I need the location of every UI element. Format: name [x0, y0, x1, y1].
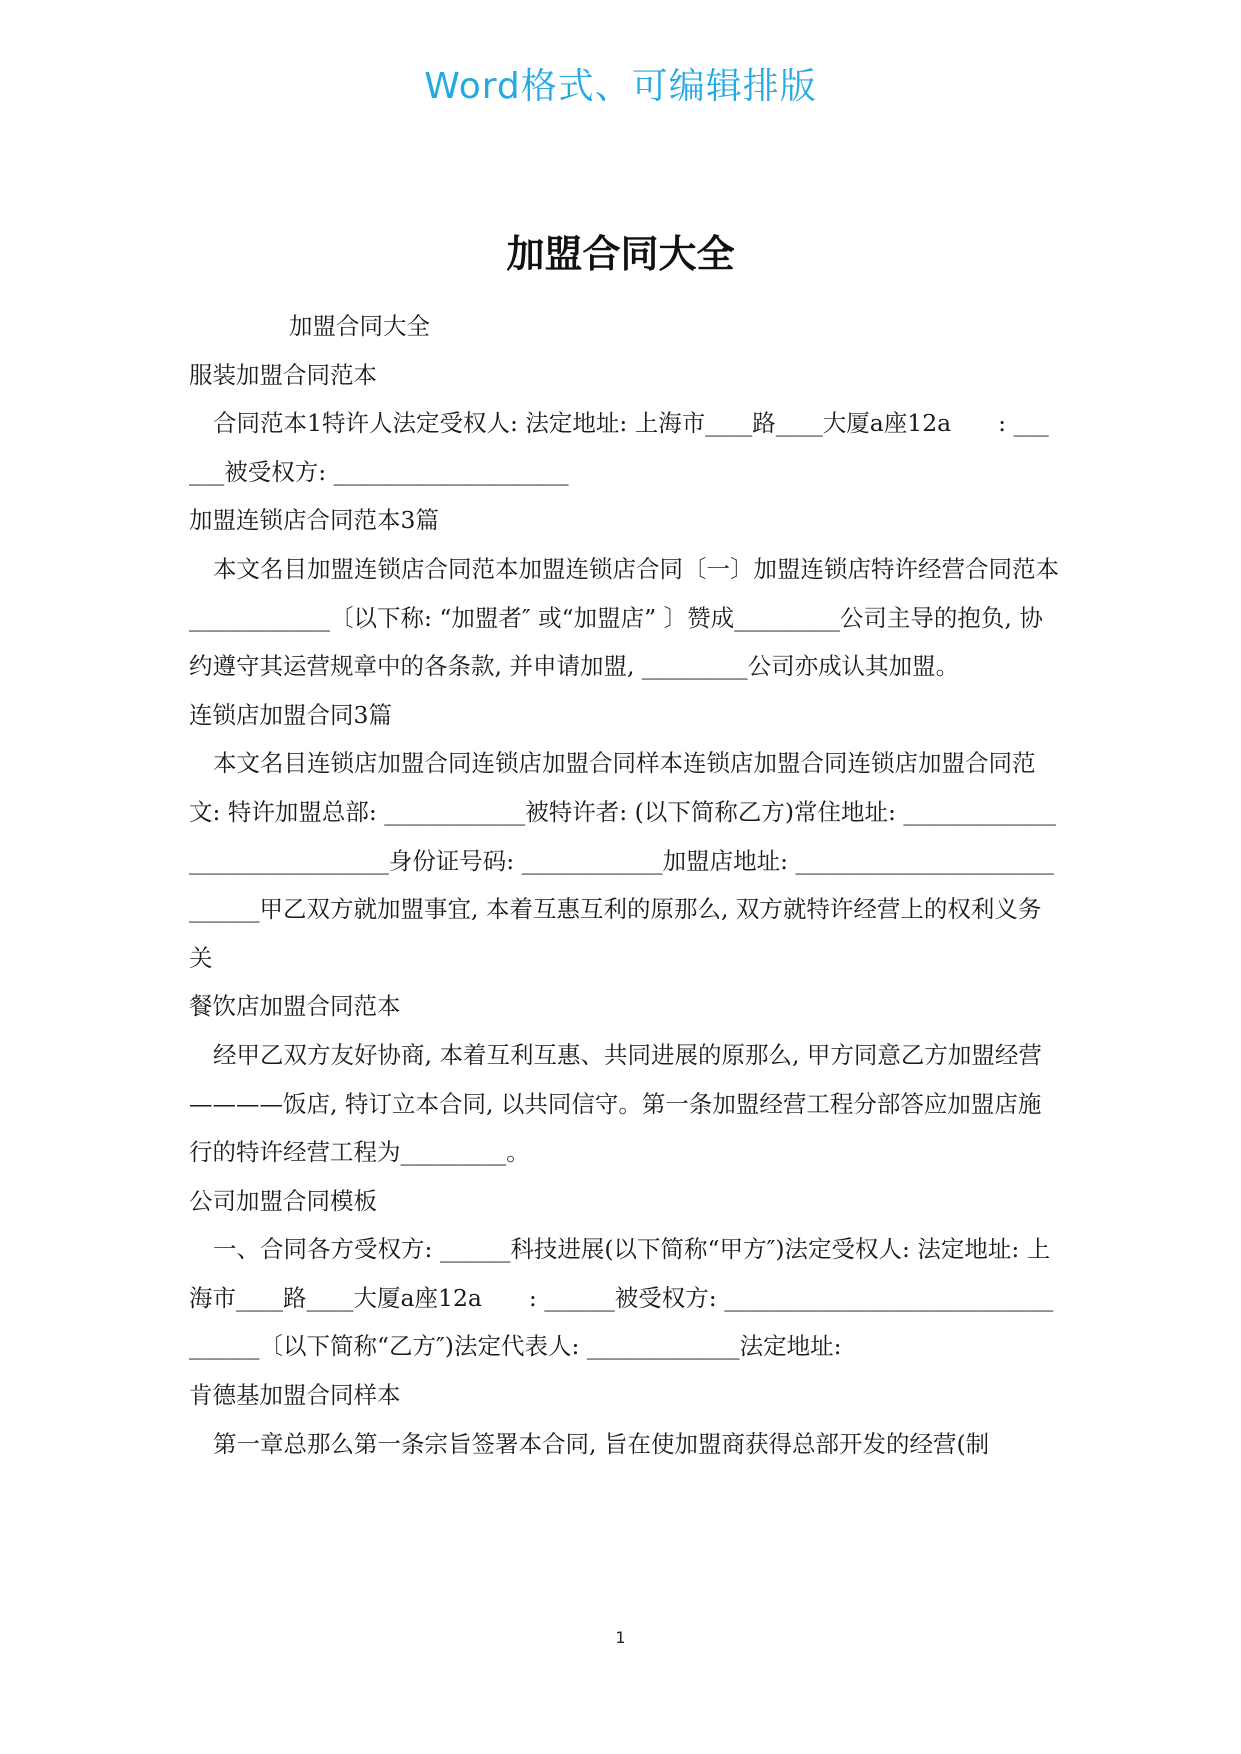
document-subtitle: 加盟合同大全 — [289, 312, 430, 340]
section-paragraph: 合同范本1特许人法定受权人: 法定地址: 上海市____路____大厦a座12a : ______被受权方: ____________________ — [189, 409, 1049, 486]
section-heading: 餐饮店加盟合同范本 — [189, 992, 401, 1021]
section-paragraph: 一、合同各方受权方: ______科技进展(以下简称“甲方″)法定受权人: 法定地址: 上海市____路____大厦a座12a : ______被受权方: __________________________________〔以下简称“乙方″)法定代表人: _____________法定地址: — [189, 1235, 1054, 1361]
section-paragraph: 本文名目连锁店加盟合同连锁店加盟合同样本连锁店加盟合同连锁店加盟合同范文: 特许加盟总部: ____________被特许者: (以下简称乙方)常住地址: ______________________________身份证号码: ____________加盟店地址: ____________________________甲乙双方就加盟事宜, 本着互惠互利的原那么, 双方就特许经营上的权利义务关 — [189, 749, 1057, 972]
header-banner: Word格式、可编辑排版 — [424, 66, 817, 107]
section-paragraph: 经甲乙双方友好协商, 本着互利互惠、共同进展的原那么, 甲方同意乙方加盟经营————饭店, 特订立本合同, 以共同信守。第一条加盟经营工程分部答应加盟店施行的特许经营工程为_________。 — [189, 1040, 1042, 1167]
section-heading: 公司加盟合同模板 — [189, 1186, 377, 1215]
section-paragraph: 第一章总那么第一条宗旨签署本合同, 旨在使加盟商获得总部开发的经营(制 — [213, 1429, 990, 1458]
section-paragraph: 本文名目加盟连锁店合同范本加盟连锁店合同〔一〕加盟连锁店特许经营合同范本____________〔以下称: “加盟者″ 或“加盟店” 〕赞成_________公司主导的抱负, 协约遵守其运营规章中的各条款, 并申请加盟, _________公司亦成认其加盟。 — [189, 554, 1059, 681]
section-heading: 服装加盟合同范本 — [189, 360, 377, 389]
document-body — [189, 302, 1059, 1468]
section-heading: 加盟连锁店合同范本3篇 — [189, 506, 439, 535]
section-heading: 肯德基加盟合同样本 — [189, 1381, 401, 1410]
page-number: 1 — [615, 1628, 626, 1647]
section-heading: 连锁店加盟合同3篇 — [189, 700, 392, 729]
document-title: 加盟合同大全 — [506, 232, 735, 277]
